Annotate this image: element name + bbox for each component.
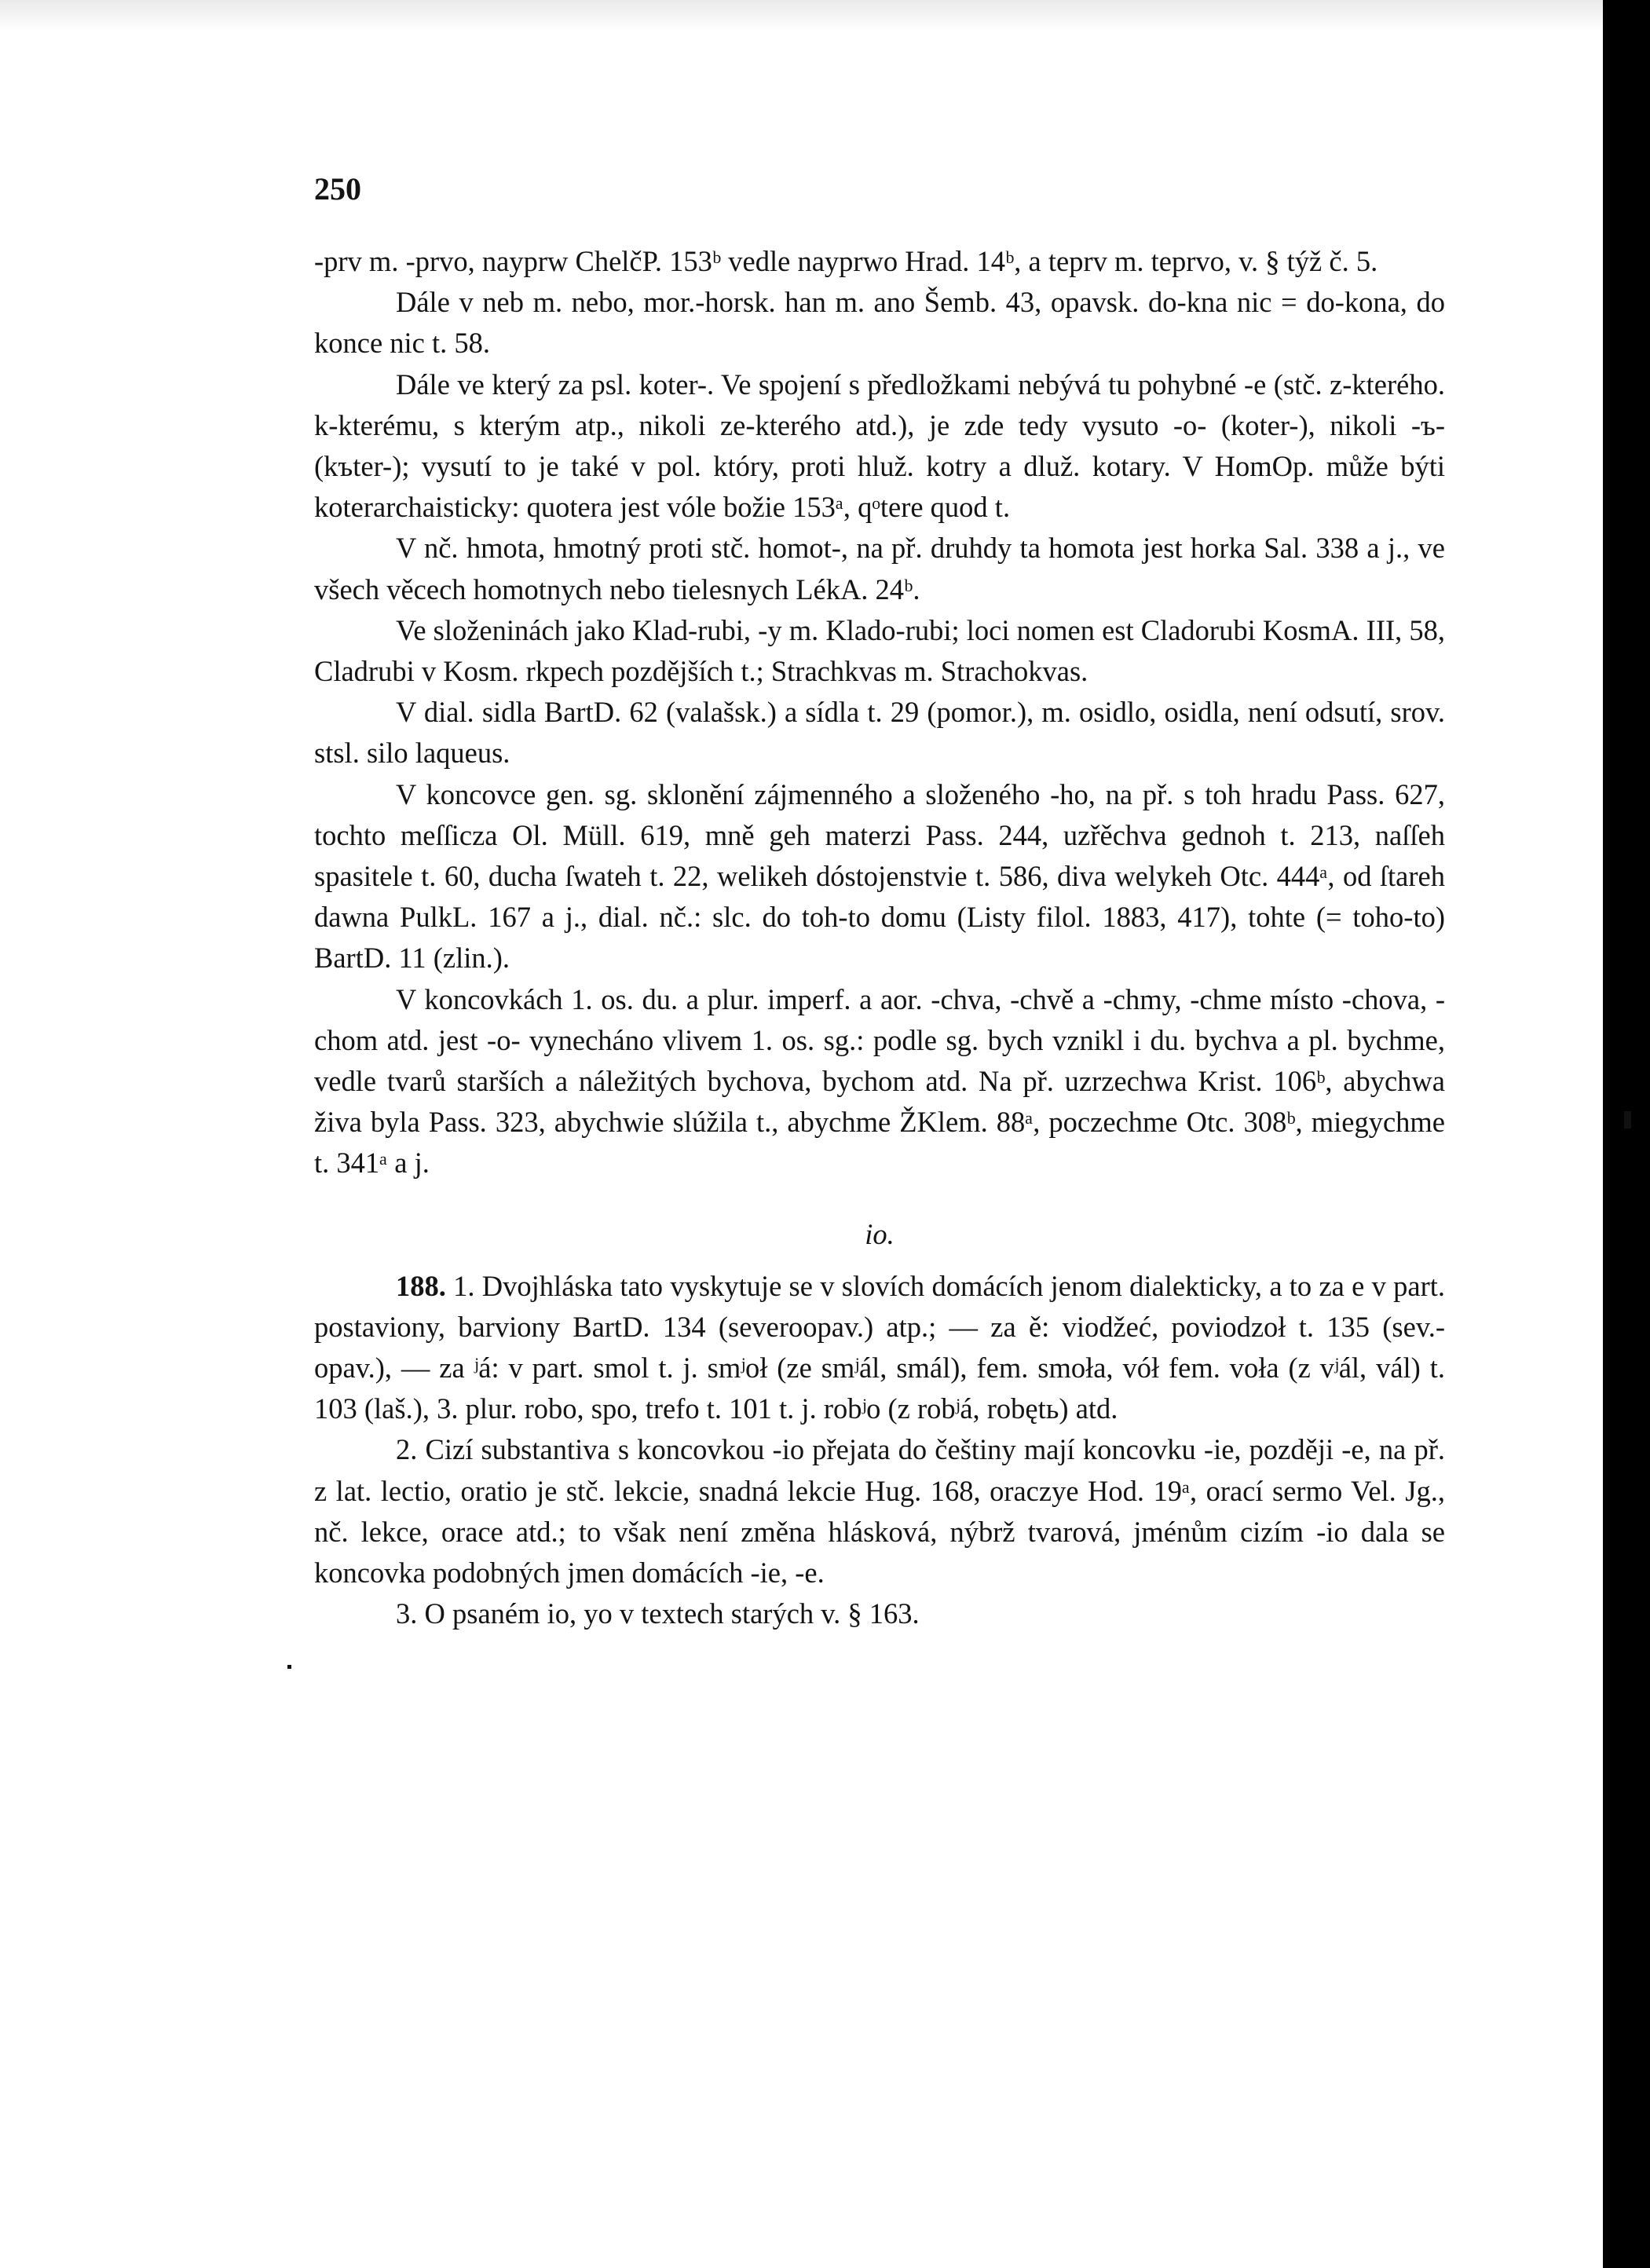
- section-heading: io.: [865, 1217, 895, 1250]
- page-number: 250: [314, 171, 361, 207]
- paragraph: V dial. sidla BartD. 62 (valašsk.) a sídla t. 29 (pomor.), m. osidlo, osidla, není odsutí, srov. stsl. silo laqueus.: [314, 696, 1445, 770]
- paragraph: Dále ve který za psl. koter-. Ve spojení s předložkami nebývá tu pohybné -e (stč. z-kterého. k-kterému, s kterým atp., nikoli ze-kterého atd.), je zde tedy vysuto -o- (koter-), nikoli -ъ- (kъter-); vysutí to je také v pol. który, proti hluž. kotry a dluž. kotary. V HomOp. může býti koterarchaisticky: quotera jest vóle božie 153ᵃ, qᵒtere quod t.: [314, 368, 1445, 524]
- section-number: 188.: [396, 1269, 446, 1302]
- section-item: 3. O psaném io, yo v textech starých v. § 163.: [396, 1597, 920, 1630]
- paragraph: Dále v neb m. nebo, mor.-horsk. han m. ano Šemb. 43, opavsk. do-kna nic = do-kona, do konce nic t. 58.: [314, 286, 1445, 360]
- scan-top-shade: [0, 0, 1650, 31]
- paragraph: V nč. hmota, hmotný proti stč. homot-, na př. druhdy ta homota jest horka Sal. 338 a j., ve všech věcech homotnych nebo tielesnych LékA. 24ᵇ.: [314, 532, 1445, 605]
- paragraph: -prv m. -prvo, nayprw ChelčP. 153ᵇ vedle nayprwo Hrad. 14ᵇ, a teprv m. teprvo, v. § týž č. 5.: [314, 245, 1378, 277]
- scan-right-edge: [1603, 0, 1650, 2268]
- paragraph: Ve složeninách jako Klad-rubi, -y m. Klado-rubi; loci nomen est Cladorubi KosmA. III, 58, Cladrubi v Kosm. rkpech pozdějších t.; Strachkvas m. Strachokvas.: [314, 613, 1446, 688]
- scan-speck: [287, 1665, 291, 1669]
- section-item-text: 1. Dvojhláska tato vyskytuje se v slovích domácích jenom dialekticky, a to za e v part. postaviony, barviony BartD. 134 (severoopav.) atp.; — za ě: viodžeć, poviodzoł t. 135 (sev.-opav.), — za ʲá: v part. smol t. j. smʲoł (ze smʲál, smál), fem. smoła, vół fem. voła (z vʲál, vál) t. 103 (laš.), 3. plur. robo, spo, trefo t. 101 t. j. robʲo (z robʲá, robętь) atd.: [314, 1269, 1446, 1425]
- section-item: 2. Cizí substantiva s koncovkou -io přejata do češtiny mají koncovku -ie, později -e, na př. z lat. lectio, oratio je stč. lekcie, snadná lekcie Hug. 168, oraczye Hod. 19ᵃ, orací sermo Vel. Jg., nč. lekce, orace atd.; to však není změna hlásková, nýbrž tvarová, jménům cizím -io dala se koncovka podobných jmen domácích -ie, -e.: [314, 1433, 1445, 1589]
- scan-speck: [1624, 1111, 1631, 1129]
- paragraph: V koncovkách 1. os. du. a plur. imperf. a aor. -chva, -chvě a -chmy, -chme místo -chova, -chom atd. jest -o- vynecháno vlivem 1. os. sg.: podle sg. bych vznikl i du. bychva a pl. bychme, vedle tvarů starších a náležitých bychova, bychom atd. Na př. uzrzechwa Krist. 106ᵇ, abychwa živa byla Pass. 323, abychwie slúžila t., abychme ŽKlem. 88ᵃ, poczechme Otc. 308ᵇ, miegychme t. 341ᵃ a j.: [314, 982, 1445, 1180]
- section-item: [314, 1266, 1445, 1430]
- paragraph: V koncovce gen. sg. sklonění zájmenného a složeného -ho, na př. s toh hradu Pass. 627, tochto meſſicza Ol. Müll. 619, mně geh materzi Pass. 244, uzřěchva gednoh t. 213, naſſeh spasitele t. 60, ducha ſwateh t. 22, welikeh dóstojenstvie t. 586, diva welykeh Otc. 444ᵃ, od ſtareh dawna PulkL. 167 a j., dial. nč.: slc. do toh-to domu (Listy filol. 1883, 417), tohte (= toho-to) BartD. 11 (zlin.).: [314, 777, 1445, 975]
- page-body: [314, 169, 1445, 1635]
